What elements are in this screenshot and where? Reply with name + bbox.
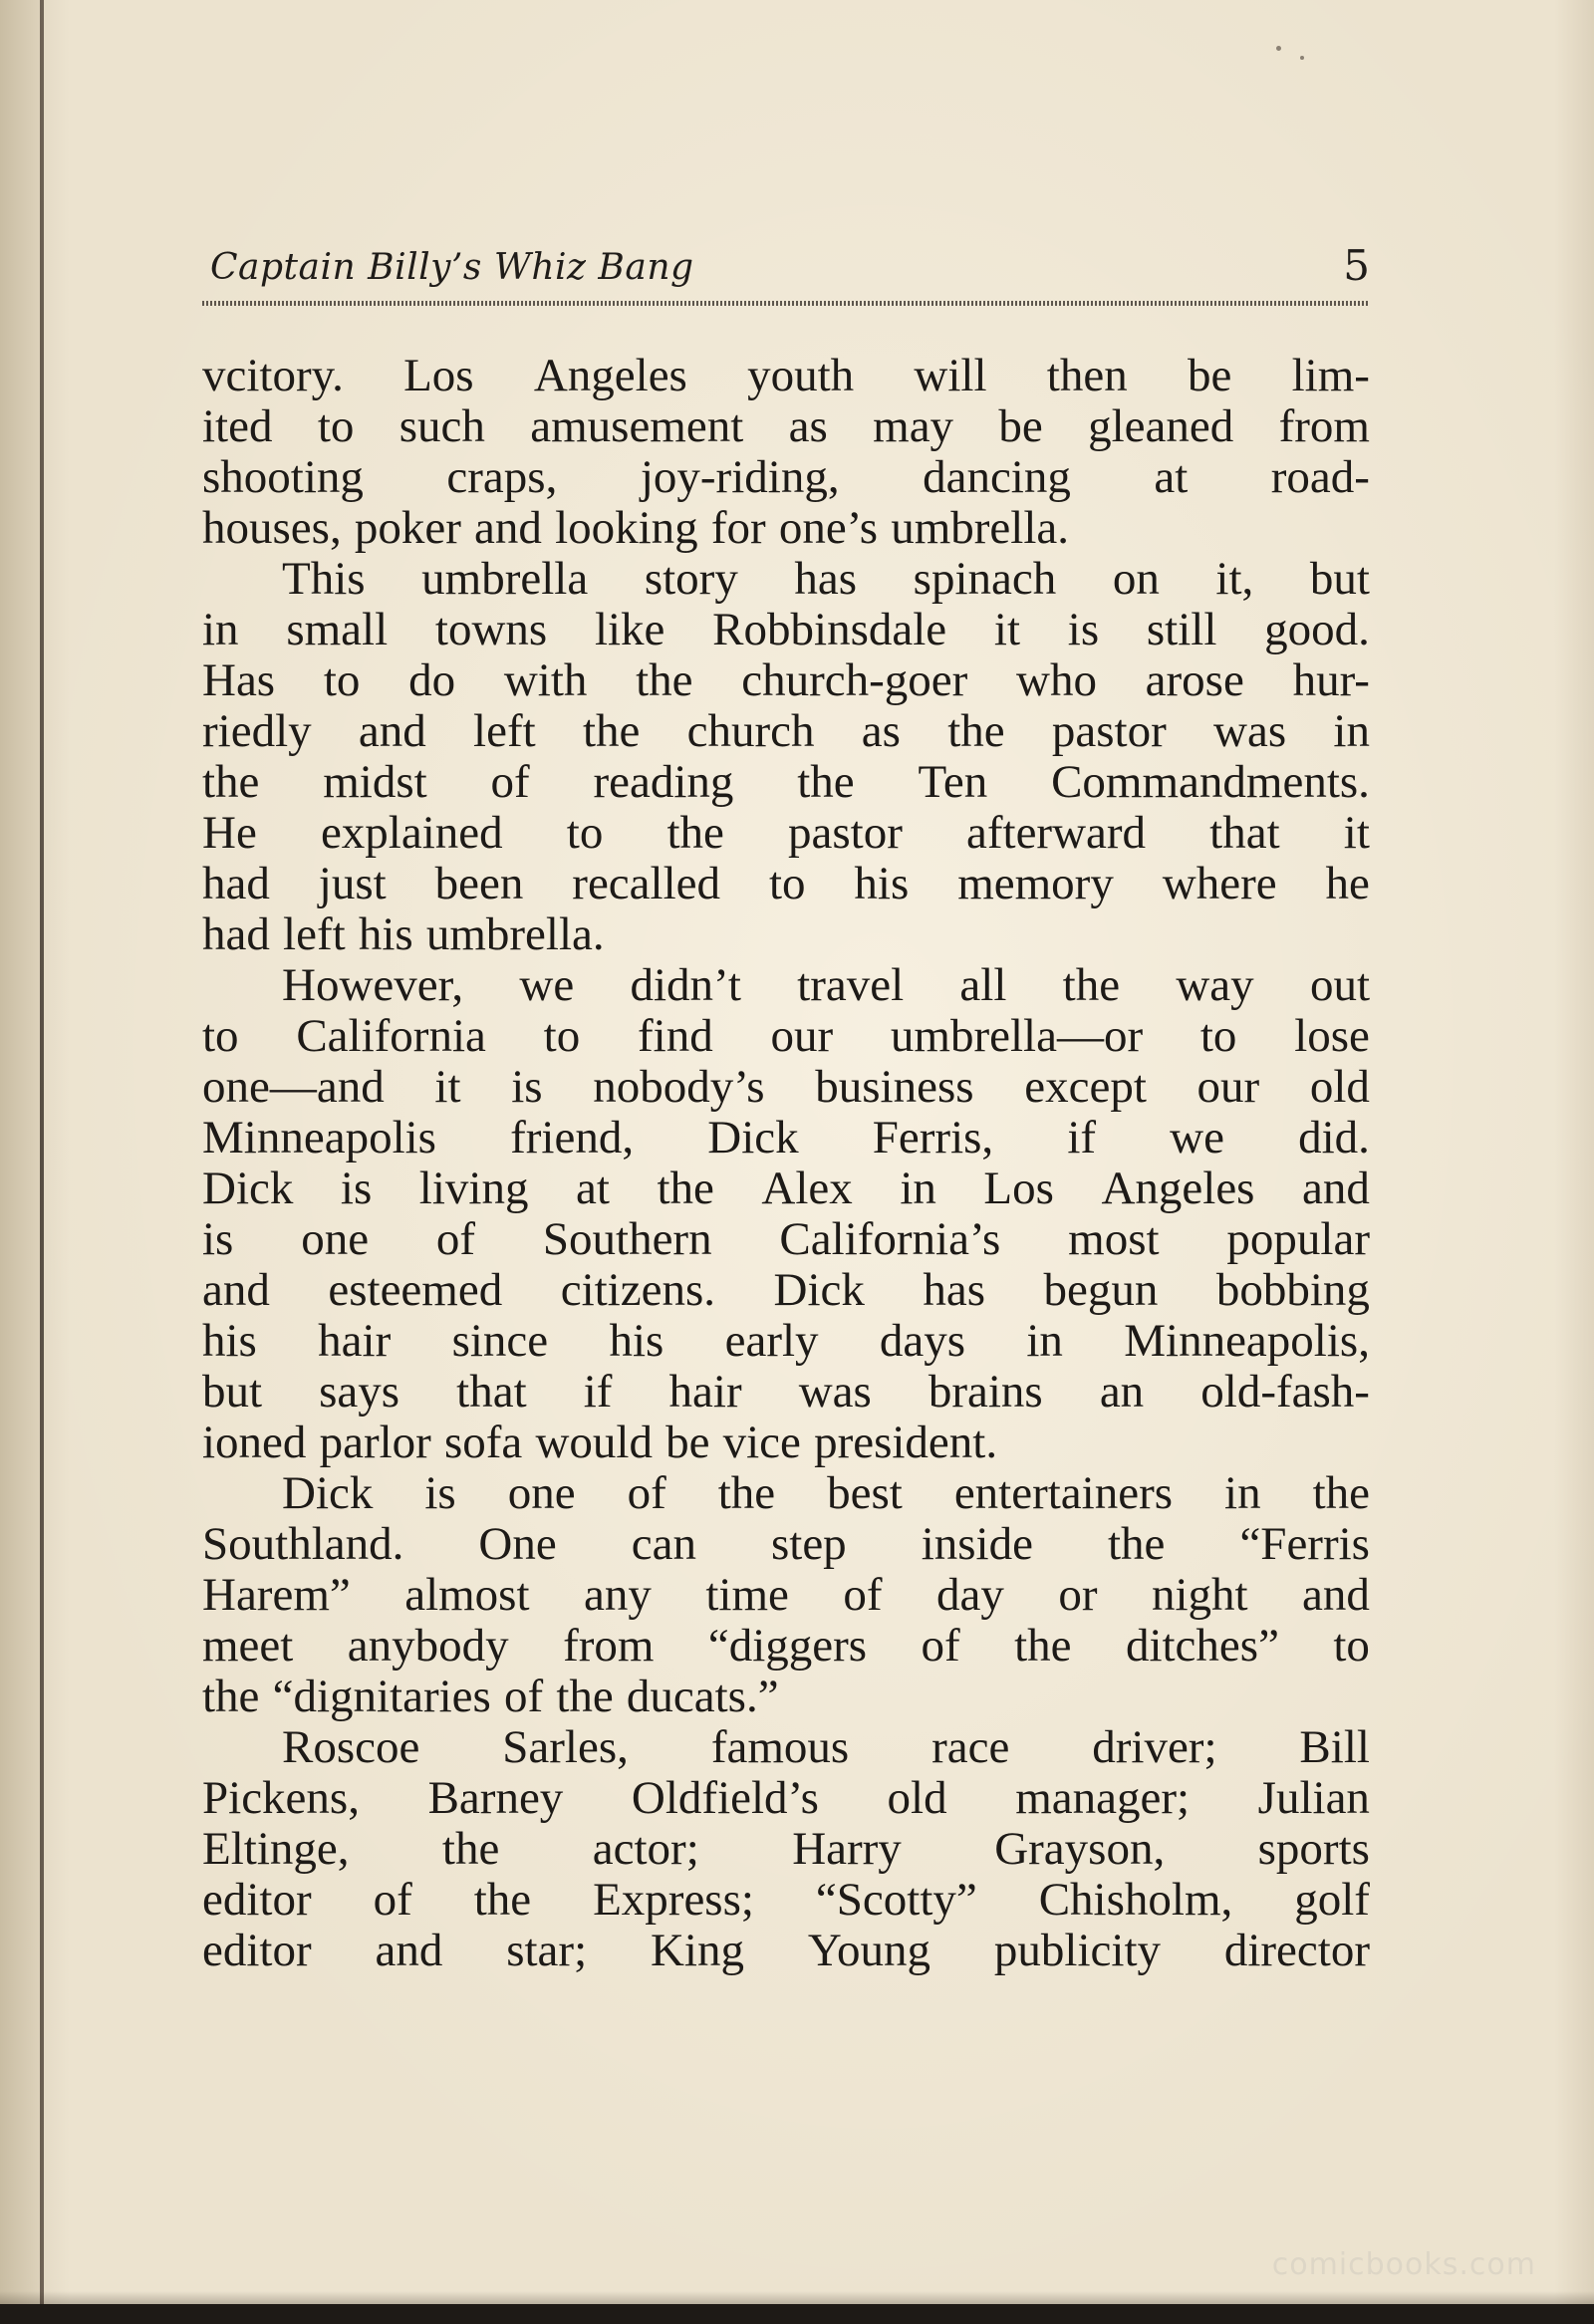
word: day bbox=[935, 1569, 1004, 1621]
word: then bbox=[1046, 350, 1128, 401]
word: Ferris, bbox=[872, 1112, 994, 1163]
word: all bbox=[959, 959, 1007, 1011]
word: reading bbox=[593, 756, 734, 808]
word: umbrella—or bbox=[890, 1010, 1144, 1062]
word: the bbox=[657, 1162, 714, 1214]
word: Minneapolis, bbox=[1124, 1315, 1370, 1367]
word: small bbox=[286, 604, 389, 655]
word: or bbox=[1058, 1569, 1098, 1621]
word: old bbox=[887, 1772, 947, 1824]
word: church-goer bbox=[741, 654, 968, 706]
word: it bbox=[1343, 807, 1370, 859]
word: way bbox=[1176, 959, 1254, 1011]
word: “diggers bbox=[707, 1620, 868, 1672]
word: find bbox=[637, 1010, 713, 1062]
word: his bbox=[202, 1315, 257, 1367]
word: famous bbox=[710, 1721, 850, 1773]
word: craps, bbox=[446, 451, 558, 503]
word: where bbox=[1162, 858, 1277, 909]
running-header bbox=[202, 239, 1370, 303]
text-line bbox=[202, 401, 1370, 452]
word: business bbox=[815, 1061, 974, 1113]
word: midst bbox=[323, 756, 427, 808]
word: had bbox=[202, 858, 270, 909]
word: Dick bbox=[773, 1264, 865, 1316]
word: an bbox=[1099, 1366, 1145, 1418]
word: houses, bbox=[202, 502, 342, 554]
word: one bbox=[507, 1467, 576, 1519]
word: of bbox=[504, 1671, 544, 1722]
word: explained bbox=[320, 807, 503, 859]
word: Angeles bbox=[533, 350, 687, 401]
text-line bbox=[202, 1113, 1370, 1163]
word: and bbox=[1302, 1162, 1370, 1214]
word: to bbox=[768, 858, 806, 909]
word: of bbox=[921, 1620, 960, 1672]
word: sports bbox=[1257, 1823, 1370, 1875]
word: poker bbox=[354, 502, 461, 554]
word: esteemed bbox=[328, 1264, 503, 1316]
word: to bbox=[317, 400, 355, 452]
word: Barney bbox=[427, 1772, 564, 1824]
word: early bbox=[724, 1315, 819, 1367]
word: had bbox=[202, 908, 270, 960]
word: Express; bbox=[593, 1874, 754, 1926]
word: vcitory. bbox=[202, 350, 344, 401]
word: golf bbox=[1294, 1874, 1370, 1926]
paper-speck bbox=[1300, 56, 1304, 60]
text-line bbox=[202, 808, 1370, 859]
word: didn’t bbox=[630, 959, 741, 1011]
text-line bbox=[202, 503, 1370, 554]
word: publicity bbox=[993, 1925, 1161, 1976]
binding-gutter bbox=[0, 0, 40, 2324]
word: and bbox=[1302, 1569, 1370, 1621]
word: from bbox=[1278, 400, 1370, 452]
word: Robbinsdale bbox=[712, 604, 947, 655]
word: in bbox=[900, 1162, 936, 1214]
word: actor; bbox=[592, 1823, 699, 1875]
word: of bbox=[490, 756, 530, 808]
word: is bbox=[511, 1061, 543, 1113]
word: such bbox=[398, 400, 485, 452]
text-line bbox=[202, 1062, 1370, 1113]
word: like bbox=[594, 604, 665, 655]
word: nobody’s bbox=[593, 1061, 765, 1113]
word: step bbox=[770, 1518, 847, 1570]
word: since bbox=[451, 1315, 549, 1367]
word: Alex bbox=[761, 1162, 853, 1214]
word: if bbox=[1067, 1112, 1097, 1163]
word: will bbox=[914, 350, 987, 401]
word: sofa bbox=[443, 1417, 523, 1468]
word: friend, bbox=[510, 1112, 635, 1163]
word: begun bbox=[1043, 1264, 1159, 1316]
word: it bbox=[434, 1061, 461, 1113]
word: to bbox=[566, 807, 604, 859]
word: editor bbox=[202, 1874, 312, 1926]
word: of bbox=[627, 1467, 666, 1519]
word: road- bbox=[1270, 451, 1370, 503]
word: youth bbox=[747, 350, 855, 401]
word: his bbox=[358, 908, 413, 960]
text-line bbox=[202, 1418, 1370, 1468]
word: in bbox=[1224, 1467, 1261, 1519]
word: Dick bbox=[282, 1467, 374, 1519]
text-line bbox=[202, 1672, 1370, 1722]
word: looking bbox=[555, 502, 698, 554]
word: the bbox=[556, 1671, 614, 1722]
text-line bbox=[202, 1163, 1370, 1214]
word: one’s bbox=[778, 502, 879, 554]
word: travel bbox=[797, 959, 905, 1011]
word: Harry bbox=[792, 1823, 902, 1875]
word: brains bbox=[928, 1366, 1043, 1418]
word: one—and bbox=[202, 1061, 385, 1113]
word: Sarles, bbox=[502, 1721, 629, 1773]
word: bobbing bbox=[1215, 1264, 1370, 1316]
running-title: Captain Billy’s Whiz Bang bbox=[210, 247, 694, 288]
word: gleaned bbox=[1088, 400, 1234, 452]
word: it bbox=[993, 604, 1021, 655]
word: riedly bbox=[202, 705, 312, 757]
word: lim- bbox=[1291, 350, 1370, 401]
word: This bbox=[282, 553, 366, 605]
page-number: 5 bbox=[1343, 241, 1370, 290]
word: Chisholm, bbox=[1038, 1874, 1233, 1926]
word: dancing bbox=[923, 451, 1071, 503]
word: Los bbox=[983, 1162, 1054, 1214]
word: California’s bbox=[779, 1213, 1001, 1265]
word: the bbox=[1014, 1620, 1072, 1672]
word: is bbox=[340, 1162, 373, 1214]
word: Dick bbox=[707, 1112, 799, 1163]
paragraph-first-line bbox=[202, 1468, 1370, 1519]
word: hair bbox=[668, 1366, 742, 1418]
word: for bbox=[710, 502, 766, 554]
word: and bbox=[375, 1925, 443, 1976]
word: Pickens, bbox=[202, 1772, 360, 1824]
page-bottom-shadow bbox=[0, 2291, 1594, 2304]
word: pastor bbox=[1051, 705, 1167, 757]
word: was bbox=[1213, 705, 1287, 757]
word: except bbox=[1024, 1061, 1147, 1113]
word: as bbox=[788, 400, 828, 452]
word: to bbox=[543, 1010, 581, 1062]
word: that bbox=[1209, 807, 1280, 859]
word: the bbox=[666, 807, 724, 859]
word: old-fash- bbox=[1200, 1366, 1370, 1418]
word: is bbox=[202, 1213, 234, 1265]
text-line bbox=[202, 1214, 1370, 1265]
word: did. bbox=[1298, 1112, 1370, 1163]
word: our bbox=[1196, 1061, 1260, 1113]
text-line bbox=[202, 1570, 1370, 1621]
word: popular bbox=[1226, 1213, 1370, 1265]
word: at bbox=[1154, 451, 1189, 503]
word: that bbox=[456, 1366, 527, 1418]
page-bottom-edge bbox=[0, 2304, 1594, 2324]
word: of bbox=[435, 1213, 476, 1265]
word: is bbox=[1067, 604, 1100, 655]
word: would bbox=[535, 1417, 653, 1468]
text-line bbox=[202, 1519, 1370, 1570]
word: with bbox=[503, 654, 588, 706]
word: good. bbox=[1264, 604, 1370, 655]
word: California bbox=[296, 1010, 486, 1062]
word: and bbox=[474, 502, 542, 554]
word: Grayson, bbox=[994, 1823, 1166, 1875]
word: shooting bbox=[202, 451, 364, 503]
word: the bbox=[202, 756, 260, 808]
word: anybody bbox=[347, 1620, 509, 1672]
word: the bbox=[947, 705, 1005, 757]
text-line bbox=[202, 1926, 1370, 1976]
word: church bbox=[686, 705, 815, 757]
word: be bbox=[1187, 350, 1232, 401]
word: However, bbox=[282, 959, 464, 1011]
word: joy-riding, bbox=[640, 451, 840, 503]
word: in bbox=[1026, 1315, 1063, 1367]
text-line bbox=[202, 452, 1370, 503]
word: lose bbox=[1294, 1010, 1370, 1062]
word: afterward bbox=[966, 807, 1147, 859]
word: in bbox=[202, 604, 239, 655]
word: one bbox=[301, 1213, 370, 1265]
word: if bbox=[583, 1366, 613, 1418]
word: his bbox=[854, 858, 910, 909]
word: president. bbox=[814, 1417, 998, 1468]
word: was bbox=[798, 1366, 872, 1418]
word: his bbox=[609, 1315, 664, 1367]
word: best bbox=[827, 1467, 903, 1519]
word: hair bbox=[318, 1315, 392, 1367]
word: we bbox=[519, 959, 575, 1011]
word: of bbox=[843, 1569, 883, 1621]
word: the bbox=[202, 1671, 260, 1722]
word: ditches” bbox=[1125, 1620, 1279, 1672]
word: and bbox=[358, 705, 426, 757]
word: still bbox=[1146, 604, 1217, 655]
word: Angeles bbox=[1101, 1162, 1255, 1214]
text-line bbox=[202, 1316, 1370, 1367]
word: “Scotty” bbox=[815, 1874, 977, 1926]
word: story bbox=[644, 553, 738, 605]
word: hur- bbox=[1292, 654, 1370, 706]
word: pastor bbox=[788, 807, 903, 859]
word: ioned bbox=[202, 1417, 307, 1468]
word: Eltinge, bbox=[202, 1823, 350, 1875]
word: star; bbox=[506, 1925, 588, 1976]
word: Commandments. bbox=[1051, 756, 1370, 808]
word: says bbox=[319, 1366, 400, 1418]
word: citizens. bbox=[560, 1264, 716, 1316]
word: from bbox=[563, 1620, 655, 1672]
word: be bbox=[998, 400, 1043, 452]
text-line bbox=[202, 706, 1370, 757]
word: umbrella. bbox=[425, 908, 605, 960]
paper-speck bbox=[1276, 46, 1281, 51]
word: old bbox=[1309, 1061, 1370, 1113]
word: on bbox=[1112, 553, 1160, 605]
word: “dignitaries bbox=[272, 1671, 491, 1722]
binding-edge bbox=[40, 0, 44, 2324]
word: the bbox=[582, 705, 641, 757]
word: is bbox=[424, 1467, 456, 1519]
word: Harem” bbox=[202, 1569, 351, 1621]
word: just bbox=[318, 858, 387, 909]
word: the bbox=[473, 1874, 532, 1926]
word: we bbox=[1170, 1112, 1224, 1163]
word: he bbox=[1325, 858, 1370, 909]
article-body bbox=[202, 351, 1370, 1976]
word: but bbox=[202, 1366, 263, 1418]
word: Ten bbox=[918, 756, 988, 808]
word: to bbox=[1199, 1010, 1237, 1062]
word: umbrella bbox=[421, 553, 589, 605]
word: ducats.” bbox=[626, 1671, 779, 1722]
word: Southern bbox=[542, 1213, 712, 1265]
word: One bbox=[478, 1518, 557, 1570]
word: Young bbox=[807, 1925, 931, 1976]
word: Has bbox=[202, 654, 276, 706]
text-line bbox=[202, 1367, 1370, 1418]
text-line bbox=[202, 605, 1370, 655]
word: living bbox=[418, 1162, 529, 1214]
word: Southland. bbox=[202, 1518, 404, 1570]
word: at bbox=[576, 1162, 610, 1214]
word: to bbox=[323, 654, 361, 706]
word: night bbox=[1151, 1569, 1248, 1621]
word: been bbox=[434, 858, 524, 909]
word: the bbox=[636, 654, 693, 706]
word: it, bbox=[1215, 553, 1254, 605]
word: any bbox=[584, 1569, 652, 1621]
paragraph-first-line bbox=[202, 554, 1370, 605]
header-rule bbox=[202, 301, 1370, 306]
word: Roscoe bbox=[282, 1721, 420, 1773]
word: out bbox=[1309, 959, 1370, 1011]
watermark: comicbooks.com bbox=[1271, 2247, 1536, 2282]
word: do bbox=[408, 654, 456, 706]
word: amusement bbox=[530, 400, 744, 452]
word: the bbox=[1062, 959, 1121, 1011]
text-line bbox=[202, 1011, 1370, 1062]
word: the bbox=[717, 1467, 776, 1519]
word: left bbox=[283, 908, 346, 960]
word: driver; bbox=[1092, 1721, 1217, 1773]
word: director bbox=[1223, 1925, 1370, 1976]
word: Dick bbox=[202, 1162, 294, 1214]
text-line bbox=[202, 859, 1370, 909]
word: arose bbox=[1145, 654, 1244, 706]
word: Bill bbox=[1299, 1721, 1370, 1773]
word: the bbox=[441, 1823, 500, 1875]
word: Julian bbox=[1257, 1772, 1370, 1824]
word: but bbox=[1309, 553, 1370, 605]
word: may bbox=[873, 400, 954, 452]
word: the bbox=[1312, 1467, 1370, 1519]
word: who bbox=[1016, 654, 1097, 706]
word: vice bbox=[722, 1417, 801, 1468]
word: entertainers bbox=[953, 1467, 1174, 1519]
word: has bbox=[794, 553, 858, 605]
paragraph-first-line bbox=[202, 1722, 1370, 1773]
word: recalled bbox=[572, 858, 721, 909]
word: to bbox=[1333, 1620, 1370, 1672]
word: spinach bbox=[913, 553, 1057, 605]
word: has bbox=[923, 1264, 986, 1316]
word: days bbox=[879, 1315, 966, 1367]
word: time bbox=[705, 1569, 789, 1621]
text-line bbox=[202, 1265, 1370, 1316]
word: He bbox=[202, 807, 257, 859]
paragraph-first-line bbox=[202, 960, 1370, 1011]
text-line bbox=[202, 1824, 1370, 1875]
word: inside bbox=[921, 1518, 1033, 1570]
word: can bbox=[631, 1518, 696, 1570]
word: towns bbox=[434, 604, 548, 655]
word: as bbox=[861, 705, 901, 757]
text-line bbox=[202, 1621, 1370, 1672]
word: meet bbox=[202, 1620, 294, 1672]
word: be bbox=[665, 1417, 710, 1468]
text-line bbox=[202, 909, 1370, 960]
text-line bbox=[202, 351, 1370, 401]
word: “Ferris bbox=[1239, 1518, 1370, 1570]
word: the bbox=[1108, 1518, 1166, 1570]
word: race bbox=[931, 1721, 1010, 1773]
word: Oldfield’s bbox=[631, 1772, 819, 1824]
word: editor bbox=[202, 1925, 312, 1976]
word: parlor bbox=[319, 1417, 431, 1468]
word: umbrella. bbox=[891, 502, 1069, 554]
word: almost bbox=[404, 1569, 530, 1621]
word: in bbox=[1333, 705, 1370, 757]
word: manager; bbox=[1015, 1772, 1191, 1824]
word: to bbox=[202, 1010, 239, 1062]
word: our bbox=[770, 1010, 834, 1062]
word: left bbox=[473, 705, 536, 757]
word: King bbox=[650, 1925, 744, 1976]
word: the bbox=[797, 756, 855, 808]
word: ited bbox=[202, 400, 273, 452]
text-line bbox=[202, 757, 1370, 808]
word: and bbox=[202, 1264, 270, 1316]
word: Los bbox=[403, 350, 474, 401]
word: memory bbox=[957, 858, 1114, 909]
word: most bbox=[1068, 1213, 1160, 1265]
text-line bbox=[202, 1875, 1370, 1926]
word: of bbox=[373, 1874, 412, 1926]
text-line bbox=[202, 1773, 1370, 1824]
word: Minneapolis bbox=[202, 1112, 436, 1163]
text-line bbox=[202, 655, 1370, 706]
